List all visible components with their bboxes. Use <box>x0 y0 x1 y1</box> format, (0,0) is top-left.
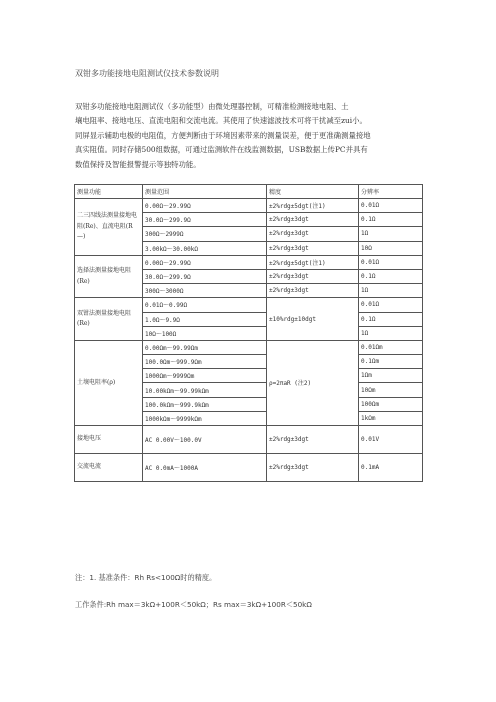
cell-accuracy: ±2%rdg±5dgt(注1) <box>267 255 359 269</box>
cell-resolution: 1Ω <box>359 284 423 298</box>
cell-range: 0.00Ωm～99.99Ωm <box>143 340 267 354</box>
cell-resolution: 0.01Ω <box>359 298 423 312</box>
intro-line: 双钳多功能接地电阻测试仪（多功能型）由微处理器控制，可精准检测接地电阻、土 <box>75 102 349 111</box>
cell-range: AC 0.00V～100.0V <box>143 426 267 454</box>
cell-range: 10.00kΩm～99.99kΩm <box>143 383 267 397</box>
table-row <box>75 340 423 354</box>
cell-range: AC 0.0mA～1000A <box>143 454 267 482</box>
table-header-row <box>75 185 423 199</box>
cell-resolution: 10Ωm <box>359 383 423 397</box>
cell-range: 0.00Ω～29.99Ω <box>143 199 267 213</box>
cell-function: 二三四线法测量接地电阻(Re)、直流电阻(R—) <box>75 199 143 256</box>
cell-range: 0.01Ω～0.99Ω <box>143 298 267 312</box>
intro-line: 真实阻值。同时存储500组数据，可通过监测软件在线监测数据，USB数据上传PC并具有 <box>75 145 368 155</box>
cell-range: 1000kΩm～9999kΩm <box>143 411 267 425</box>
cell-accuracy: ρ=2πaR (注2) <box>267 340 359 425</box>
header-function: 测量功能 <box>75 185 143 199</box>
cell-function: 接地电压 <box>75 426 143 454</box>
cell-resolution: 0.1mA <box>359 454 423 482</box>
cell-range: 300Ω～2999Ω <box>143 227 267 241</box>
cell-range: 1.0Ω～9.9Ω <box>143 312 267 326</box>
cell-accuracy: ±2%rdg±5dgt(注1) <box>267 199 359 213</box>
cell-function: 土壤电阻率(ρ) <box>75 340 143 425</box>
cell-function: 选择法测量接地电阻(Re) <box>75 255 143 298</box>
intro-line: 同屏显示辅助电极的电阻值，方便判断由于环境因素带来的测量误差，便于更准确测量接地 <box>75 130 371 140</box>
cell-resolution: 100Ωm <box>359 397 423 411</box>
table-row <box>75 255 423 269</box>
note-1: 注：1. 基准条件：Rh Rs<100Ω时的精度。 <box>75 573 217 582</box>
intro-paragraph <box>75 100 435 172</box>
table-row <box>75 426 423 454</box>
cell-accuracy: ±2%rdg±3dgt <box>267 213 359 227</box>
cell-range: 100.0Ωm～999.9Ωm <box>143 355 267 369</box>
cell-resolution: 0.1Ω <box>359 312 423 326</box>
cell-range: 0.00Ω～29.99Ω <box>143 255 267 269</box>
cell-accuracy: ±2%rdg±3dgt <box>267 227 359 241</box>
cell-range: 30.0Ω～299.9Ω <box>143 213 267 227</box>
cell-function: 交流电流 <box>75 454 143 482</box>
cell-range: 100.0kΩm～999.9kΩm <box>143 397 267 411</box>
header-resolution: 分辨率 <box>359 185 423 199</box>
table-row <box>75 199 423 213</box>
cell-resolution: 1kΩm <box>359 411 423 425</box>
cell-accuracy: ±2%rdg±3dgt <box>267 454 359 482</box>
cell-resolution: 1Ω <box>359 227 423 241</box>
cell-resolution: 0.01Ω <box>359 199 423 213</box>
cell-range: 10Ω～100Ω <box>143 326 267 340</box>
cell-accuracy: ±2%rdg±3dgt <box>267 284 359 298</box>
cell-resolution: 1Ω <box>359 326 423 340</box>
cell-resolution: 1Ωm <box>359 369 423 383</box>
intro-line: 数值保持及智能报警提示等独特功能。 <box>75 159 201 169</box>
cell-resolution: 0.01V <box>359 426 423 454</box>
cell-resolution: 0.1Ωm <box>359 355 423 369</box>
spec-table <box>74 184 423 482</box>
table-row <box>75 454 423 482</box>
cell-accuracy: ±10%rdg±10dgt <box>267 298 359 341</box>
cell-accuracy: ±2%rdg±3dgt <box>267 241 359 255</box>
cell-resolution: 10Ω <box>359 241 423 255</box>
intro-line: 壤电阻率、接地电压、直流电阻和交流电流。其使用了快速滤波技术可将干扰减至zui小。 <box>75 116 367 126</box>
cell-range: 3.00kΩ～30.00kΩ <box>143 241 267 255</box>
cell-resolution: 0.01Ωm <box>359 340 423 354</box>
header-range: 测量范围 <box>143 185 267 199</box>
cell-range: 300Ω～3000Ω <box>143 284 267 298</box>
cell-function: 双钳法测量接地电阻(Re) <box>75 298 143 341</box>
table-row <box>75 298 423 312</box>
header-accuracy: 精度 <box>267 185 359 199</box>
page-title: 双钳多功能接地电阻测试仪技术参数说明 <box>75 69 219 78</box>
note-working-conditions: 工作条件:Rh max＝3kΩ+100R＜50kΩ；Rs max＝3kΩ+100R＜50kΩ <box>75 600 312 609</box>
cell-accuracy: ±2%rdg±3dgt <box>267 426 359 454</box>
cell-range: 30.0Ω～299.9Ω <box>143 269 267 283</box>
cell-resolution: 0.01Ω <box>359 255 423 269</box>
cell-accuracy: ±2%rdg±3dgt <box>267 269 359 283</box>
cell-resolution: 0.1Ω <box>359 269 423 283</box>
cell-resolution: 0.1Ω <box>359 213 423 227</box>
cell-range: 1000Ωm～9999Ωm <box>143 369 267 383</box>
table-body <box>75 199 423 482</box>
